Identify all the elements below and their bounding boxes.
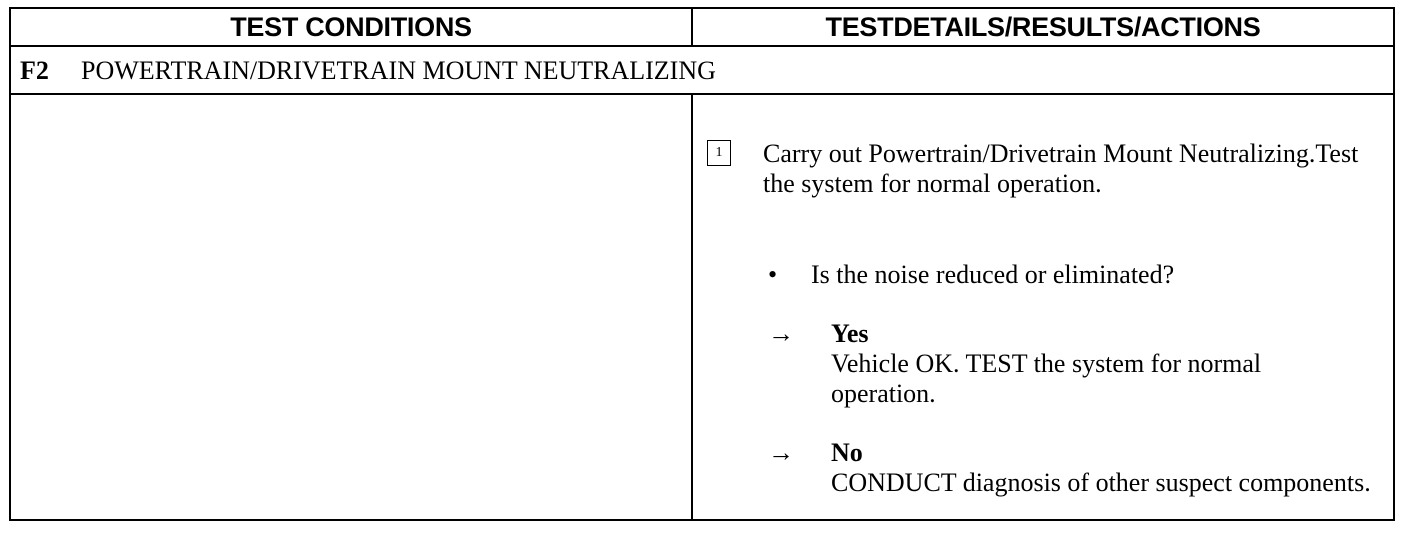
step-instruction: Carry out Powertrain/Drivetrain Mount Neutralizing.Test the system for normal operation. xyxy=(763,139,1359,198)
answer-no-label: No xyxy=(831,438,863,467)
arrow-right-icon: → xyxy=(768,438,794,467)
step-number-box: 1 xyxy=(707,140,731,166)
section-row xyxy=(11,47,1393,95)
answer-yes-label: Yes xyxy=(831,319,869,348)
test-details-cell xyxy=(693,95,1393,519)
table-header-row xyxy=(11,9,1393,47)
answer-yes-text: Vehicle OK. TEST the system for normal operation. xyxy=(831,349,1262,408)
section-title: POWERTRAIN/DRIVETRAIN MOUNT NEUTRALIZING xyxy=(81,56,716,85)
section-code: F2 xyxy=(20,56,49,85)
step-question: Is the noise reduced or eliminated? xyxy=(811,260,1175,289)
answer-no-text: CONDUCT diagnosis of other suspect components. xyxy=(831,468,1371,497)
bullet-icon: • xyxy=(768,260,778,289)
test-table xyxy=(9,7,1395,521)
test-conditions-cell xyxy=(11,95,693,519)
arrow-right-icon: → xyxy=(768,319,794,348)
header-test-conditions: TEST CONDITIONS xyxy=(11,9,693,45)
header-test-details: TESTDETAILS/RESULTS/ACTIONS xyxy=(825,11,1261,42)
